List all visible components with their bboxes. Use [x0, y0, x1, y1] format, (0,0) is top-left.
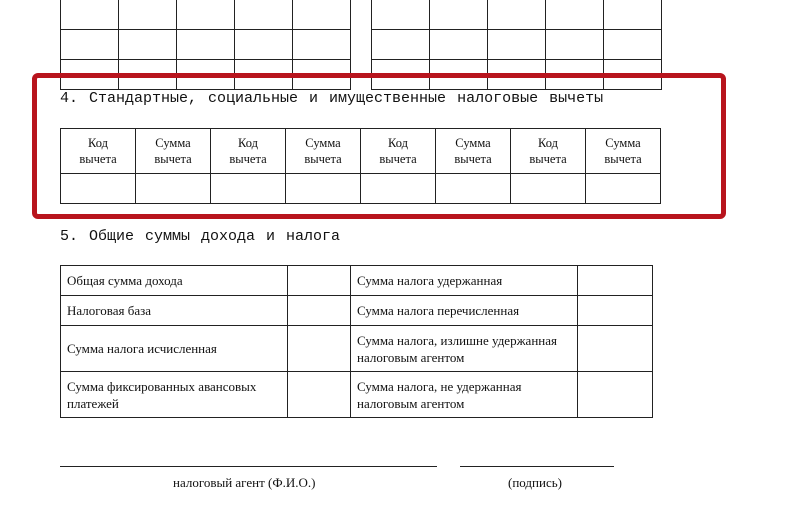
table-row [61, 326, 653, 372]
deduction-amount-header: Сумма вычета [436, 129, 511, 174]
total-income-label: Общая сумма дохода [61, 266, 288, 296]
tax-overwithheld-value[interactable] [578, 326, 653, 372]
agent-name-caption: налоговый агент (Ф.И.О.) [173, 475, 316, 490]
tax-not-withheld-label: Сумма налога, не удержанная налоговым агентом [351, 372, 578, 418]
tax-transferred-value[interactable] [578, 296, 653, 326]
tax-calculated-value[interactable] [288, 326, 351, 372]
tax-withheld-label: Сумма налога удержанная [351, 266, 578, 296]
total-income-value[interactable] [288, 266, 351, 296]
deduction-amount-header: Сумма вычета [586, 129, 661, 174]
fixed-advance-payments-value[interactable] [288, 372, 351, 418]
deduction-code-header: Код вычета [511, 129, 586, 174]
deductions-header-row [61, 129, 661, 174]
deduction-amount-cell[interactable] [586, 174, 661, 204]
tax-transferred-label: Сумма налога перечисленная [351, 296, 578, 326]
deduction-code-cell[interactable] [511, 174, 586, 204]
tax-base-label: Налоговая база [61, 296, 288, 326]
tax-overwithheld-label: Сумма налога, излишне удержанная налоговым агентом [351, 326, 578, 372]
tax-withheld-value[interactable] [578, 266, 653, 296]
fixed-advance-payments-label: Сумма фиксированных авансовых платежей [61, 372, 288, 418]
deduction-code-header: Код вычета [361, 129, 436, 174]
table-row [61, 372, 653, 418]
deduction-code-header: Код вычета [61, 129, 136, 174]
deductions-value-row [61, 174, 661, 204]
totals-table [60, 265, 653, 418]
tax-base-value[interactable] [288, 296, 351, 326]
table-row [61, 266, 653, 296]
deduction-code-cell[interactable] [211, 174, 286, 204]
section-4-title: 4. Стандартные, социальные и имущественные налоговые вычеты [60, 90, 604, 107]
deduction-amount-header: Сумма вычета [136, 129, 211, 174]
deductions-table [60, 128, 661, 204]
deduction-code-header: Код вычета [211, 129, 286, 174]
deduction-amount-header: Сумма вычета [286, 129, 361, 174]
table-row [61, 296, 653, 326]
signature-line[interactable] [460, 466, 614, 467]
deduction-code-cell[interactable] [61, 174, 136, 204]
agent-name-line[interactable] [60, 466, 437, 467]
deduction-amount-cell[interactable] [436, 174, 511, 204]
tax-not-withheld-value[interactable] [578, 372, 653, 418]
signature-caption: (подпись) [508, 475, 562, 490]
deduction-amount-cell[interactable] [136, 174, 211, 204]
tax-calculated-label: Сумма налога исчисленная [61, 326, 288, 372]
section-5-title: 5. Общие суммы дохода и налога [60, 228, 341, 245]
deduction-amount-cell[interactable] [286, 174, 361, 204]
deduction-code-cell[interactable] [361, 174, 436, 204]
